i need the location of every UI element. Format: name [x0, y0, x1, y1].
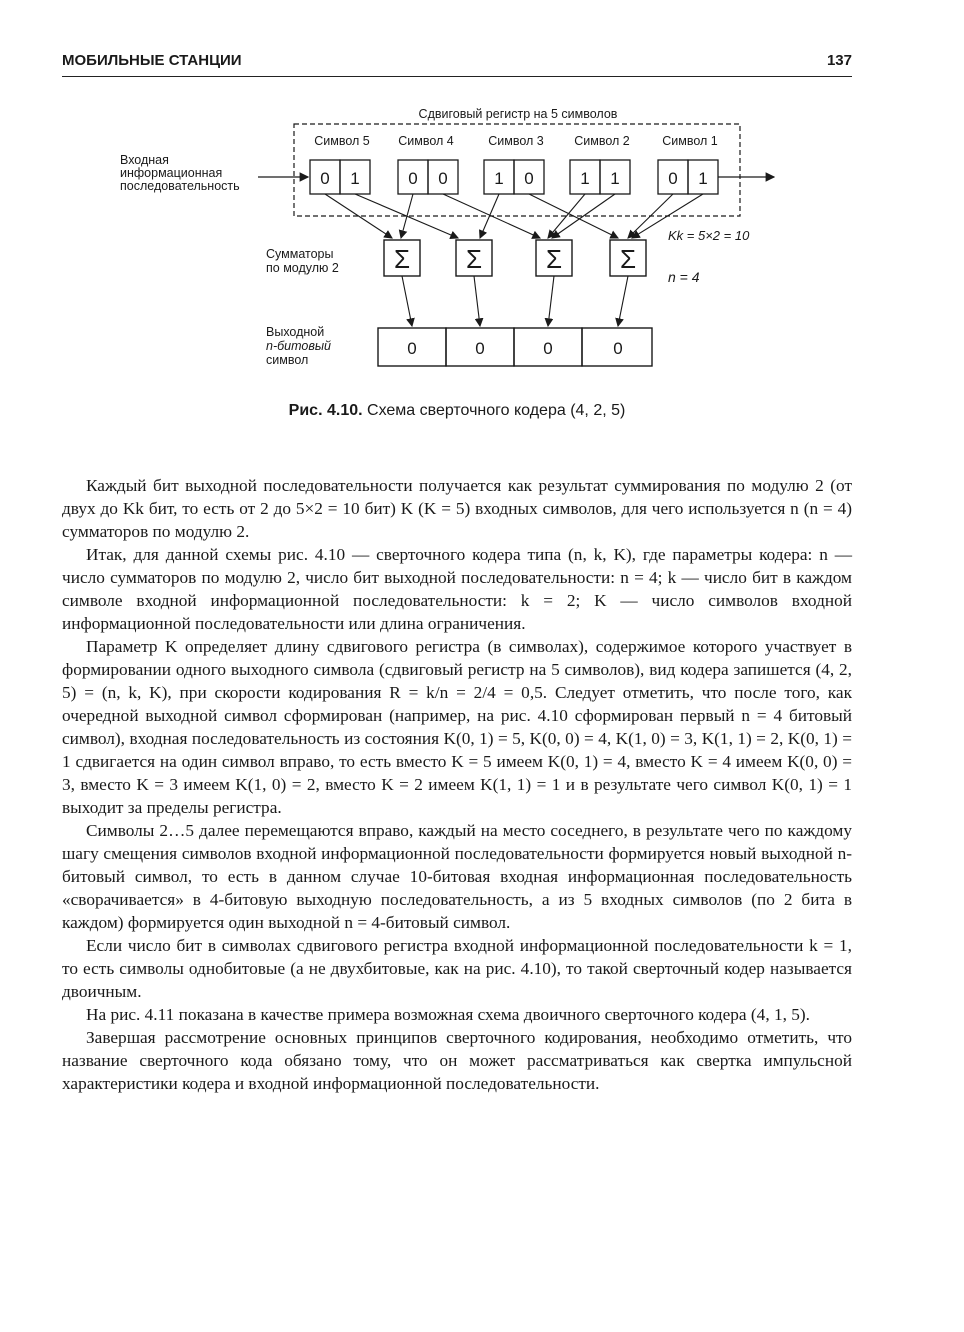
caption-text: Схема сверточного кодера (4, 2, 5) — [367, 402, 626, 419]
output-label-line3: символ — [266, 353, 309, 367]
paragraph-5: Если число бит в символах сдвигового регистра входной информационной последовательности k = 1, то есть символы однобитовые (а не двухбитовые, как на рис. 4.10), то такой сверточный кодер называется двоичным. — [62, 936, 852, 1001]
sigma-symbol: Σ — [393, 244, 411, 274]
register-bit: 1 — [494, 169, 504, 188]
symbol-label-2: Символ 2 — [574, 134, 630, 148]
output-bit: 0 — [543, 339, 553, 358]
paragraph-2: Итак, для данной схемы рис. 4.10 — сверточного кодера типа (n, k, K), где параметры кодера: n — число сумматоров по модулю 2, число бит выходной последовательности: n = 4; k — число бит в каждом символе входной информационной последовательности: k = 2; K — число символов входной информационной последовательности или длина ограничения. — [62, 545, 852, 633]
output-arrow — [548, 276, 554, 326]
page-header — [62, 50, 852, 77]
register-bit: 0 — [320, 169, 330, 188]
output-bit: 0 — [475, 339, 485, 358]
input-label-line3: последовательность — [120, 179, 240, 193]
symbol-label-3: Символ 3 — [488, 134, 544, 148]
kk-label: Kk = 5×2 = 10 — [668, 228, 750, 243]
output-arrow — [618, 276, 628, 326]
register-bit: 0 — [524, 169, 534, 188]
register-bit: 1 — [350, 169, 360, 188]
encoder-diagram — [62, 96, 852, 396]
sigma-symbol: Σ — [619, 244, 637, 274]
paragraph-7: Завершая рассмотрение основных принципов сверточного кодирования, необходимо отметить, что название сверточного кода обязано тому, что он может рассматриваться как свертка импульсной характеристики кодера и входной информационной последовательности. — [62, 1028, 852, 1093]
output-bit: 0 — [407, 339, 417, 358]
paragraph-6: На рис. 4.11 показана в качестве примера возможная схема двоичного сверточного кодера (4, 1, 5). — [86, 1005, 810, 1024]
sigma-symbol: Σ — [465, 244, 483, 274]
register-bit: 0 — [438, 169, 448, 188]
section-title: МОБИЛЬНЫЕ СТАНЦИИ — [62, 52, 242, 69]
register-title: Сдвиговый регистр на 5 символов — [418, 107, 618, 121]
figure-caption — [62, 402, 852, 420]
paragraph-3: Параметр K определяет длину сдвигового регистра (в символах), содержимое которого участвует в формировании одного выходного символа (сдвиговый регистр на 5 символов), вид кодера запишется (4, 2, 5) = (n, k, K), при скорости кодирования R = k/n = 2/4 = 0,5. Следует отметить, что после того, как очередной выходной символ сформирован (например, на рис. 4.10 сформирован первый n = 4 битовый символ), входная последовательность из состояния K(0, 1) = 5, K(0, 0) = 4, K(1, 0) = 3, K(1, 1) = 2, K(0, 1) = 1 сдвигается на один символ вправо, то есть вместо K = 5 имеем K(0, 1) = 4, вместо K = 4 имеем K(0, 0) = 3, вместо K = 3 имеем K(1, 0) = 2, вместо K = 2 имеем K(1, 1) = 1 и в результате чего символ K(0, 1) = 1 выходит за пределы регистра. — [62, 637, 852, 817]
register-bit: 0 — [668, 169, 678, 188]
output-arrow — [402, 276, 412, 326]
sigma-symbol: Σ — [545, 244, 563, 274]
output-arrow — [474, 276, 480, 326]
register-bit: 1 — [580, 169, 590, 188]
register-bit: 0 — [408, 169, 418, 188]
adders-label-line2: по модулю 2 — [266, 261, 339, 275]
register-bit: 1 — [698, 169, 708, 188]
symbol-label-1: Символ 1 — [662, 134, 718, 148]
figure-4-10 — [62, 96, 852, 476]
input-label-line2: информационная — [120, 166, 223, 180]
output-label-line1: Выходной — [266, 325, 325, 339]
adders-label-line1: Сумматоры — [266, 247, 334, 261]
n-label: n = 4 — [668, 269, 700, 285]
paragraph-4: Символы 2…5 далее перемещаются вправо, каждый на место соседнего, в результате чего по каждому шагу смещения символов входной информационной последовательности формируется новый выходной n-битовый символ, то есть в данном случае 10-битовая входная информационная последовательность «сворачивается» в 4-битовую выходную последовательность, а из 5 входных символов (по 2 бита в каждом) формируется один выходной n = 4-битовый символ. — [62, 821, 852, 932]
symbol-label-5: Символ 5 — [314, 134, 370, 148]
output-bit: 0 — [613, 339, 623, 358]
register-bit: 1 — [610, 169, 620, 188]
symbol-label-4: Символ 4 — [398, 134, 454, 148]
body-text — [62, 474, 852, 1095]
input-label-line1: Входная — [120, 153, 169, 167]
output-label-line2: n-битовый — [266, 339, 331, 353]
page-number: 137 — [826, 52, 852, 69]
paragraph-1: Каждый бит выходной последовательности получается как результат суммирования по модулю 2 (от двух до Kk бит, то есть от 2 до 5×2 = 10 бит) K (K = 5) входных символов, для чего используется n (n = 4) сумматоров по модулю 2. — [62, 476, 852, 541]
caption-number: Рис. 4.10. — [288, 402, 363, 419]
